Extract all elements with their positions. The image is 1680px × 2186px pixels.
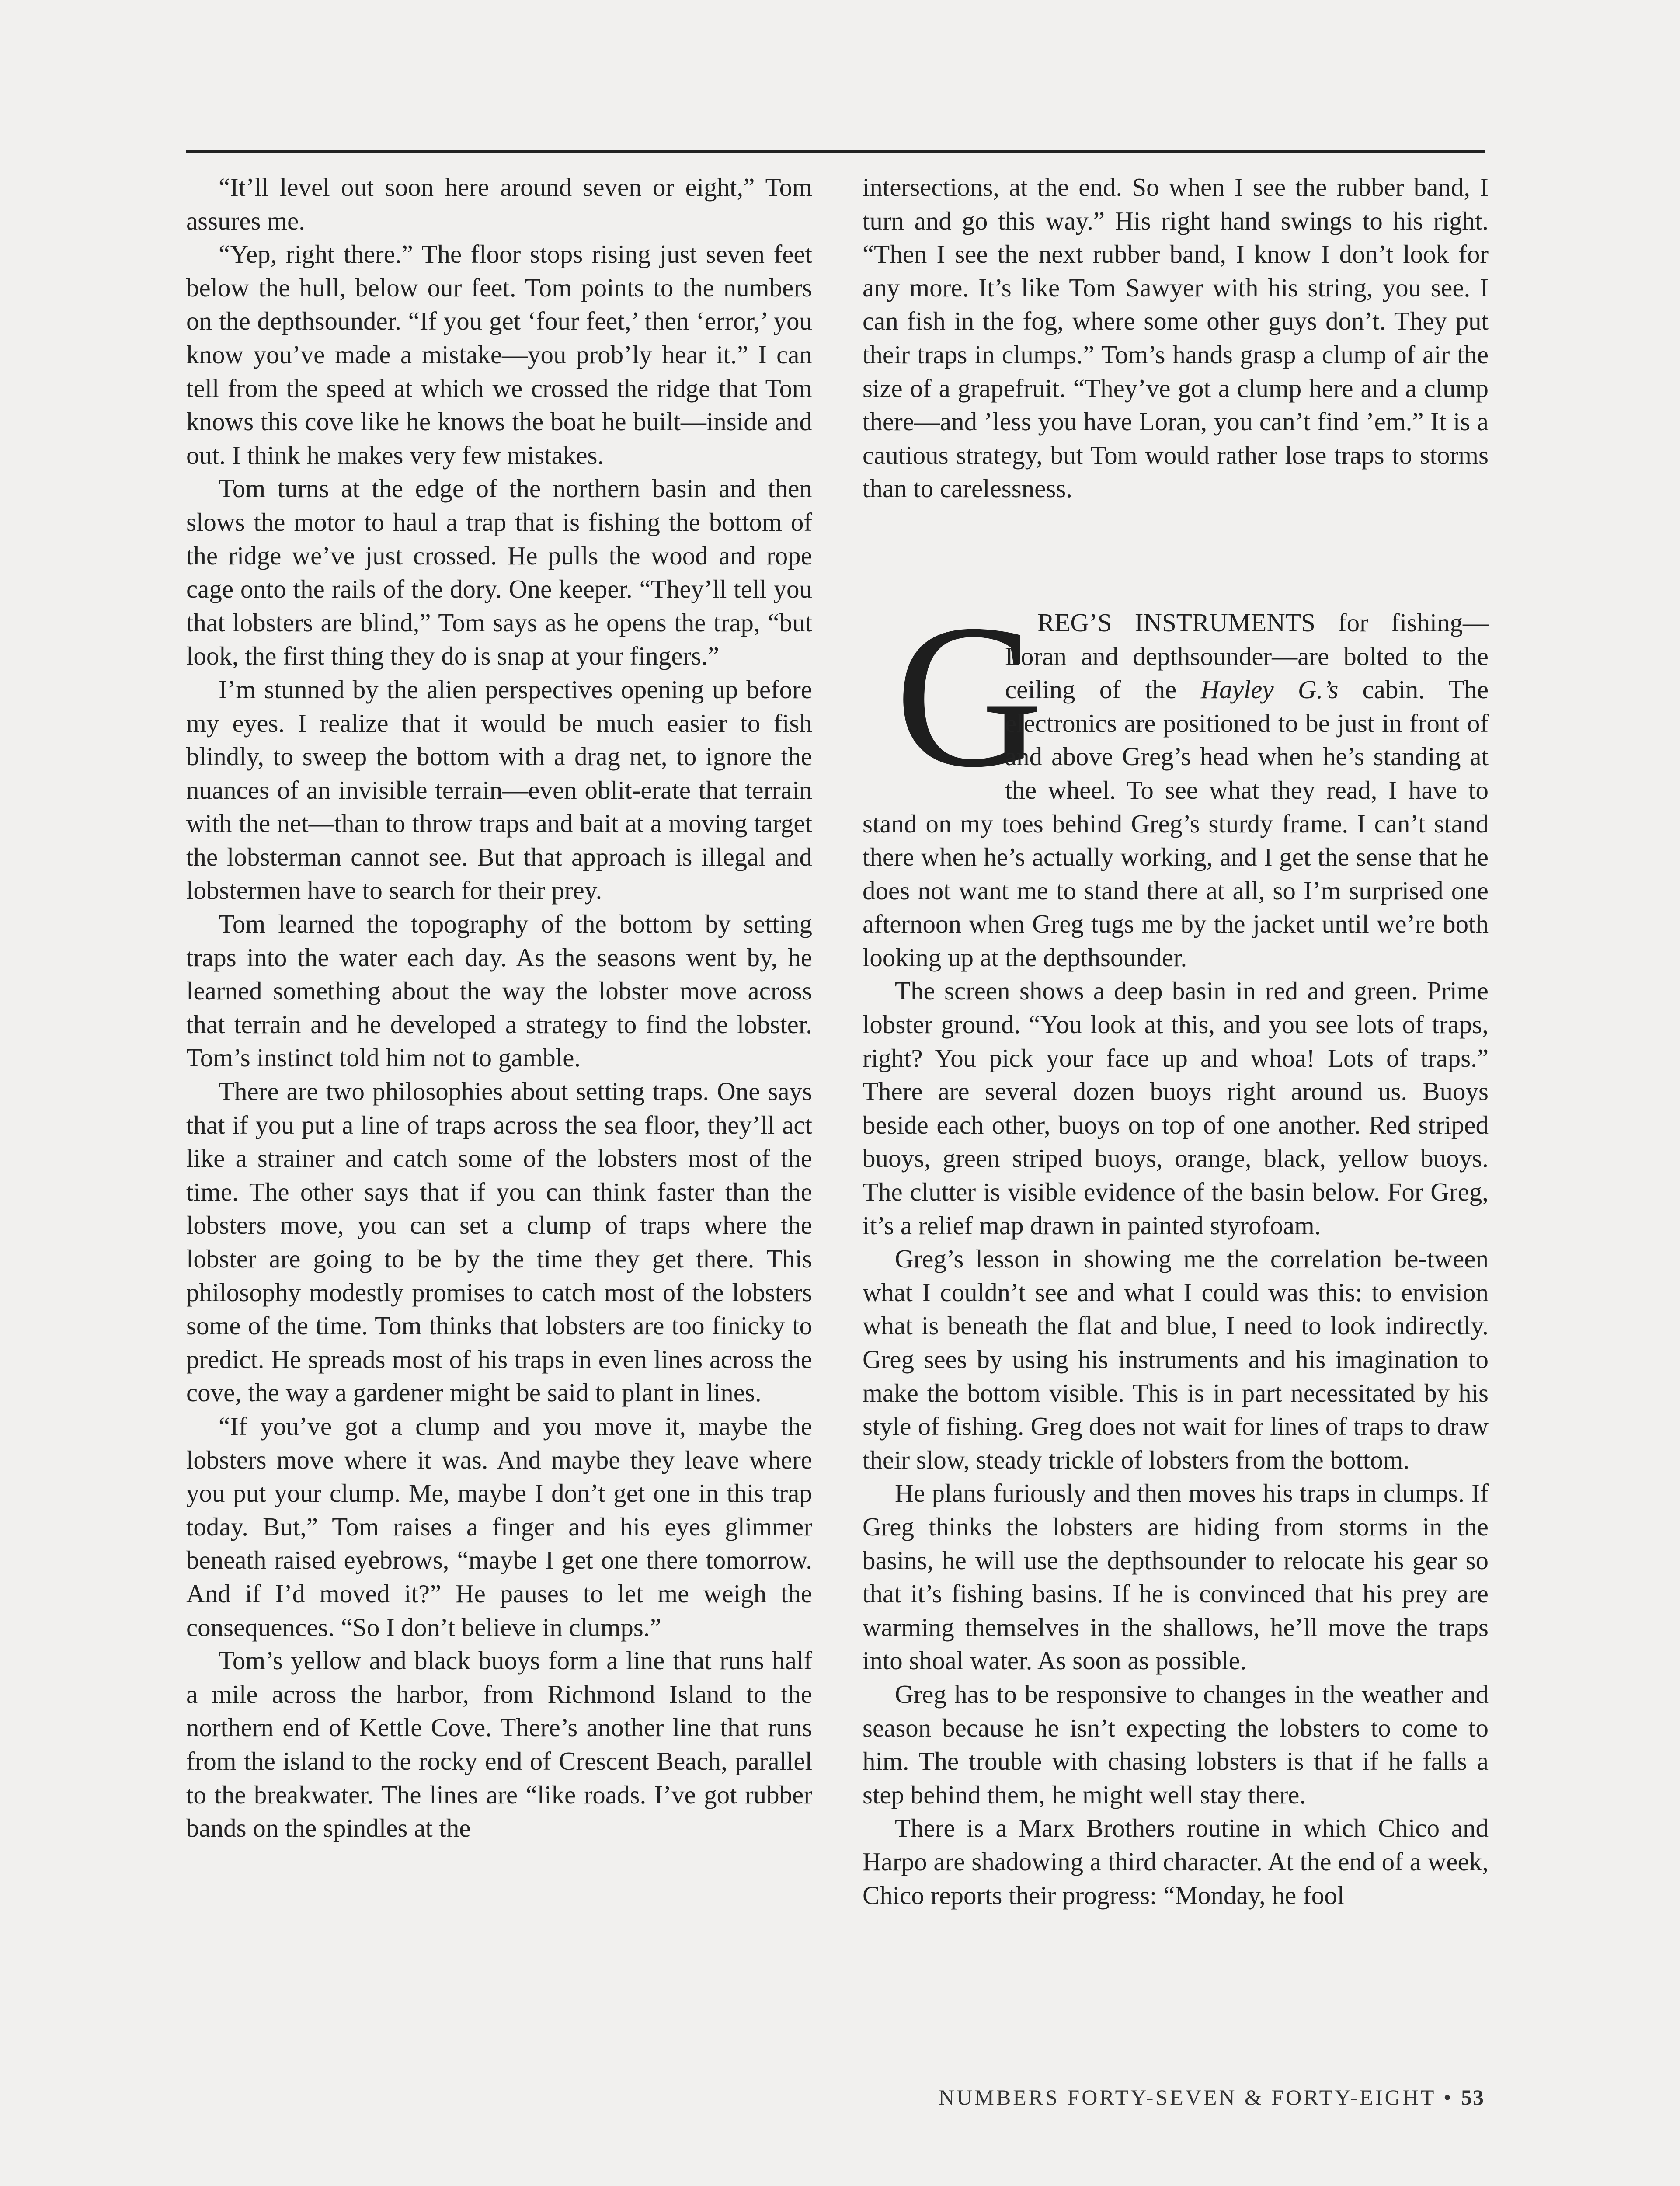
paragraph: There are two philosophies about setting traps. One says that if you put a line of traps across the sea floor, they’ll act like a strainer and catch some of the lobsters most of the time. The other says that if you can think faster than the lobsters move, you can set a clump of traps where the lobster are going to be by the time they get there. This philosophy modestly promises to catch most of the lobsters some of the time. Tom thinks that lobsters are too finicky to predict. He spreads most of his traps in even lines across the cove, the way a gardener might be said to plant in lines. <box>186 1077 812 1407</box>
top-rule <box>186 150 1485 153</box>
left-column <box>186 171 812 1845</box>
paragraph: “It’ll level out soon here around seven or eight,” Tom assures me. <box>186 173 812 235</box>
paragraph: “Yep, right there.” The floor stops rising just seven feet below the hull, below our feet. Tom points to the numbers on the depthsounder. “If you get ‘four feet,’ then ‘error,’ you know you’ve made a mistake—you prob’ly hear it.” I can tell from the speed at which we crossed the ridge that Tom knows this cove like he knows the boat he built—inside and out. I think he makes very few mistakes. <box>186 240 812 470</box>
paragraph: Tom’s yellow and black buoys form a line that runs half a mile across the harbor, from Richmond Island to the northern end of Kettle Cove. There’s another line that runs from the island to the rocky end of Crescent Beach, parallel to the breakwater. The lines are “like roads. I’ve got rubber bands on the spindles at the <box>186 1646 812 1843</box>
paragraph: The screen shows a deep basin in red and green. Prime lobster ground. “You look at this, and you see lots of traps, right? You pick your face up and whoa! Lots of traps.” There are several dozen buoys right around us. Buoys beside each other, buoys on top of one another. Red striped buoys, green striped buoys, orange, black, yellow buoys. The clutter is visible evidence of the basin below. For Greg, it’s a relief map drawn in painted styrofoam. <box>863 976 1489 1240</box>
running-title: NUMBERS FORTY-SEVEN & FORTY-EIGHT • <box>939 2085 1454 2109</box>
paragraph: Tom learned the topography of the bottom by setting traps into the water each day. As the seasons went by, he learned something about the way the lobster move across that terrain and he developed a strategy to find the lobster. Tom’s instinct told him not to gamble. <box>186 909 812 1072</box>
page-footer <box>939 2085 1485 2110</box>
drop-cap: G <box>895 581 1043 810</box>
section-opening-paragraph: G REG’S INSTRUMENTS for fishing—Loran and depthsounder—are bolted to the ceiling of the Hayley G.’s cabin. The electronics are positioned to be just in front of and above Greg’s head when he’s standing at the wheel. To see what they read, I have to stand on my toes behind Greg’s sturdy frame. I can’t stand there when he’s actually working, and I get the sense that he does not want me to stand there at all, so I’m surprised one afternoon when Greg tugs me by the jacket until we’re both looking up at the depthsounder. <box>863 581 1489 972</box>
paragraph: Tom turns at the edge of the northern basin and then slows the motor to haul a trap that is fishing the bottom of the ridge we’ve just crossed. He pulls the wood and rope cage onto the rails of the dory. One keeper. “They’ll tell you that lobsters are blind,” Tom says as he opens the trap, “but look, the first thing they do is snap at your fingers.” <box>186 474 812 671</box>
boat-name: Hayley G.’s <box>1200 675 1339 704</box>
continued-paragraph: intersections, at the end. So when I see the rubber band, I turn and go this way.” His right hand swings to his right. “Then I see the next rubber band, I know I don’t look for any more. It’s like Tom Sawyer with his string, you see. I can fish in the fog, where some other guys don’t. They put their traps in clumps.” Tom’s hands grasp a clump of air the size of a grapefruit. “They’ve got a clump here and a clump there—and ’less you have Loran, you can’t find ’em.” It is a cautious strategy, but Tom would rather lose traps to storms than to carelessness. <box>863 173 1489 503</box>
paragraph: He plans furiously and then moves his traps in clumps. If Greg thinks the lobsters are hiding from storms in the basins, he will use the depthsounder to relocate his gear so that it’s fishing basins. If he is convinced that his prey are warming themselves in the shallows, he’ll move the traps into shoal water. As soon as possible. <box>863 1479 1489 1675</box>
small-caps-lead-in: REG’S INSTRUMENTS <box>1037 608 1315 637</box>
page-number: 53 <box>1461 2085 1485 2109</box>
paragraph: Greg’s lesson in showing me the correlation be-tween what I couldn’t see and what I could was this: to envision what is beneath the flat and blue, I need to look indirectly. Greg sees by using his instruments and his imagination to make the bottom visible. This is in part necessitated by his style of fishing. Greg does not wait for lines of traps to draw their slow, steady trickle of lobsters from the bottom. <box>863 1244 1489 1474</box>
paragraph: “If you’ve got a clump and you move it, maybe the lobsters move where it was. And maybe they leave where you put your clump. Me, maybe I don’t get one in this trap today. But,” Tom raises a finger and his eyes glimmer beneath raised eyebrows, “maybe I get one there tomorrow. And if I’d moved it?” He pauses to let me weigh the consequences. “So I don’t believe in clumps.” <box>186 1411 812 1642</box>
paragraph: There is a Marx Brothers routine in which Chico and Harpo are shadowing a third character. At the end of a week, Chico reports their progress: “Monday, he fool <box>863 1814 1489 1910</box>
paragraph: I’m stunned by the alien perspectives opening up before my eyes. I realize that it would be much easier to fish blindly, to sweep the bottom with a drag net, to ignore the nuances of an invisible terrain—even oblit-erate that terrain with the net—than to throw traps and bait at a moving target the lobsterman cannot see. But that approach is illegal and lobstermen have to search for their prey. <box>186 675 812 905</box>
paragraph: Greg has to be responsive to changes in the weather and season because he isn’t expecting the lobsters to come to him. The trouble with chasing lobsters is that if he falls a step behind them, he might well stay there. <box>863 1679 1489 1809</box>
right-column <box>863 171 1489 1912</box>
